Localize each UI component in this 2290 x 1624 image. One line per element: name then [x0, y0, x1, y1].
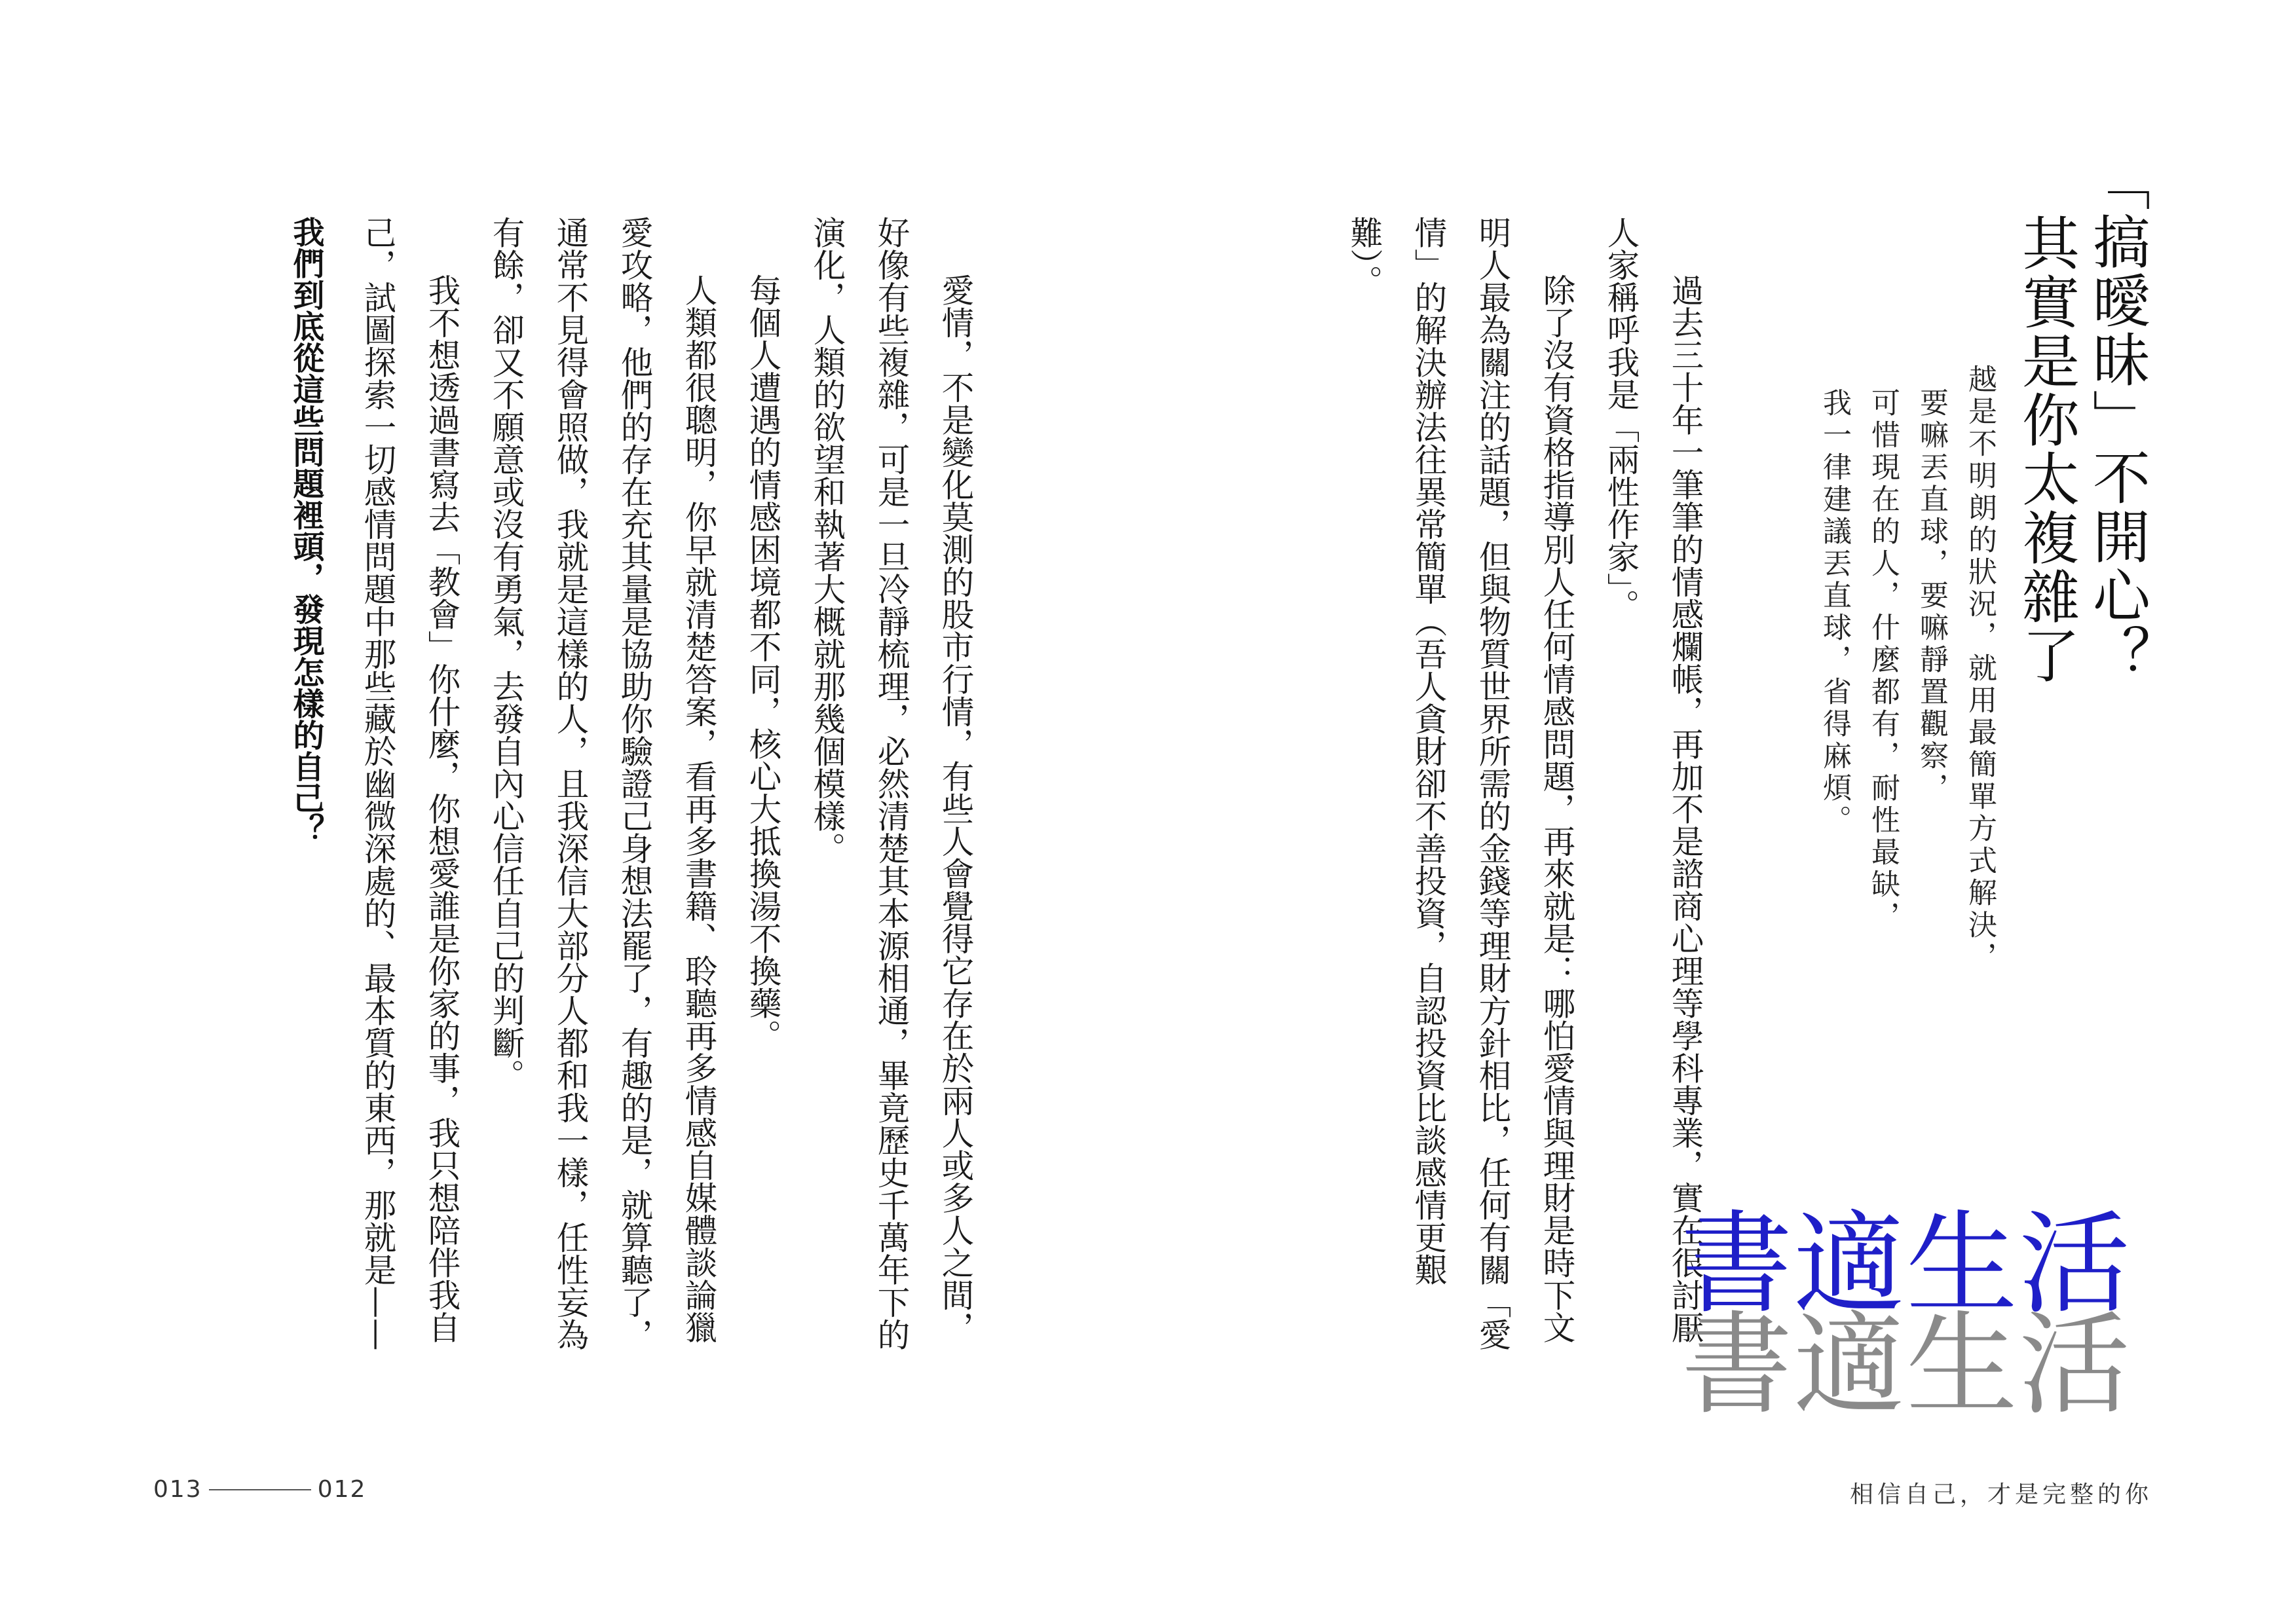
brand-watermark-gray: 書適生活	[1681, 1301, 2132, 1430]
body-line: 己，試圖探索一切感情問題中那些藏於幽微深處的、最本質的東西，那就是——	[359, 216, 397, 1351]
chapter-title-line: 其實是你太複雜了	[2013, 213, 2080, 685]
page-numbers	[153, 1476, 366, 1503]
running-head: 相信自己，才是完整的你	[1849, 1481, 2152, 1508]
closing-question: 我們到底從這些問題裡頭，發現怎樣的自己？	[288, 216, 324, 845]
body-line: 難）。	[1345, 216, 1383, 297]
body-line: 明人最為關注的話題，但與物質世界所需的金錢等理財方針相比，任何有關「愛	[1474, 216, 1512, 1351]
body-line: 過去三十年一筆筆的情感爛帳，再加不是諮商心理等學科專業，實在很討厭	[1666, 274, 1704, 1344]
subtitle-line: 越是不明朗的狀況，就用最簡單方式解決，	[1963, 364, 1997, 974]
subtitle-line: 要嘛丟直球，要嘛靜置觀察，	[1915, 388, 1948, 805]
brand-watermark-blue: 書適生活	[1681, 1200, 2132, 1329]
body-line: 人類都很聰明，你早就清楚答案，看再多書籍、聆聽再多情感自媒體談論獵	[680, 274, 718, 1344]
body-line: 我不想透過書寫去「教會」你什麼，你想愛誰是你家的事，我只想陪伴我自	[423, 274, 461, 1344]
body-line: 愛攻略，他們的存在充其量是協助你驗證己身想法罷了，有趣的是，就算聽了，	[616, 216, 654, 1351]
body-line: 愛情，不是變化莫測的股市行情，有些人會覺得它存在於兩人或多人之間，	[937, 274, 975, 1344]
body-line: 每個人遭遇的情感困境都不同，核心大抵換湯不換藥。	[744, 274, 782, 1052]
body-line: 有餘，卻又不願意或沒有勇氣，去發自內心信任自己的判斷。	[487, 216, 525, 1092]
body-line: 好像有些複雜，可是一旦冷靜梳理，必然清楚其本源相通，畢竟歷史千萬年下的	[873, 216, 910, 1351]
body-line: 演化，人類的欲望和執著大概就那幾個模樣。	[808, 216, 846, 864]
body-line: 除了沒有資格指導別人任何情感問題，再來就是：哪怕愛情與理財是時下文	[1538, 274, 1576, 1344]
body-line: 通常不見得會照做，我就是這樣的人，且我深信大部分人都和我一樣，任性妄為	[552, 216, 590, 1351]
page-number-right: 012	[317, 1476, 367, 1503]
page-number-left: 013	[153, 1476, 202, 1503]
subtitle-line: 可惜現在的人，什麼都有，耐性最缺，	[1866, 388, 1900, 933]
body-line: 人家稱呼我是「兩性作家」。	[1602, 216, 1640, 621]
subtitle-line: 我一律建議丟直球，省得麻煩。	[1818, 388, 1851, 837]
folio-rule	[209, 1489, 311, 1490]
chapter-title-line: 「搞曖昧」不開心？	[2084, 153, 2151, 684]
body-line: 情」的解決辦法往異常簡單（吾人貪財卻不善投資，自認投資比談感情更艱	[1410, 216, 1448, 1286]
